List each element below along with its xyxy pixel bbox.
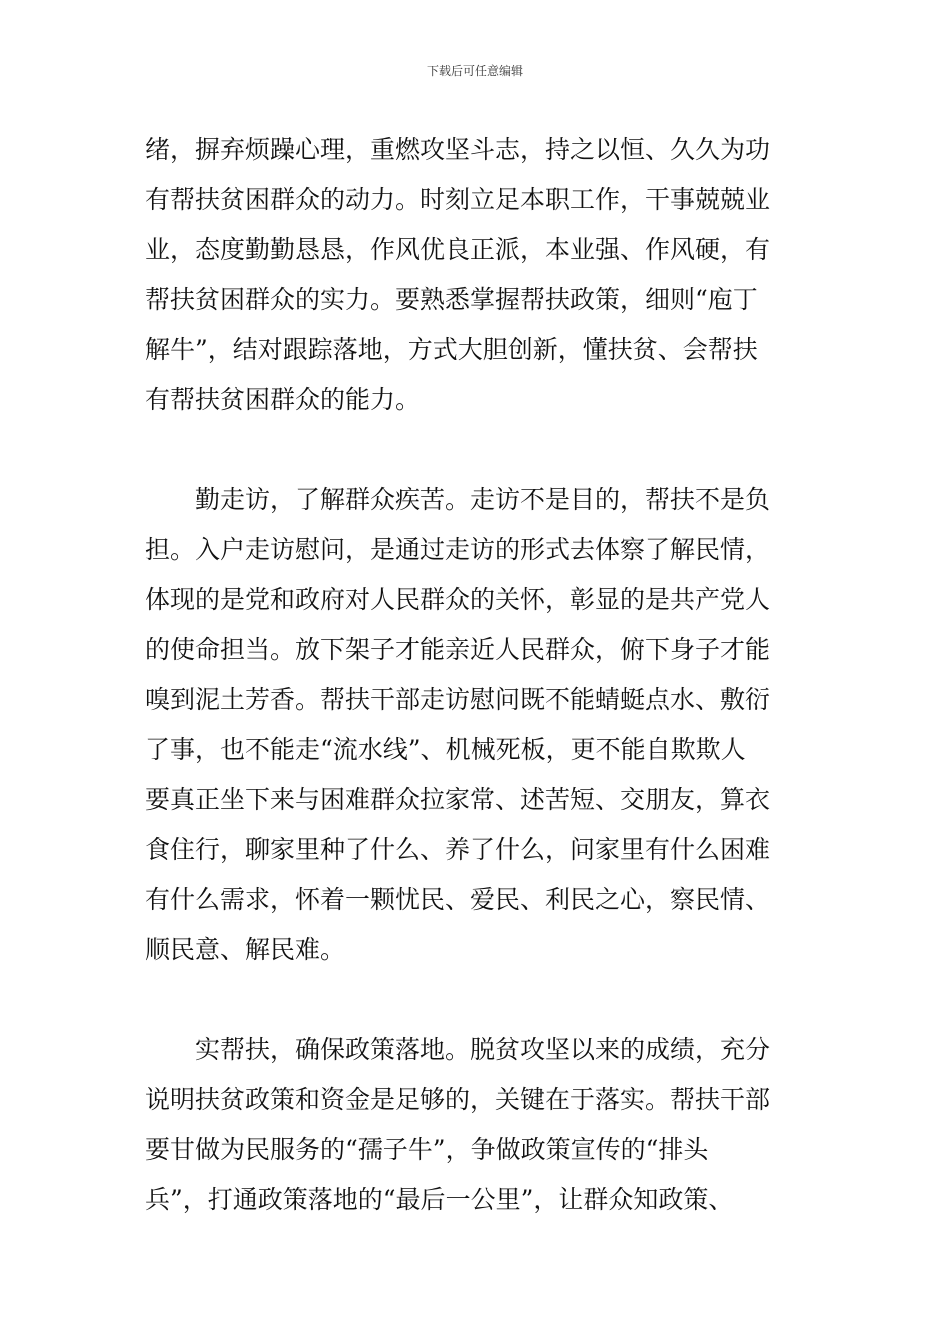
text-line: 说明扶贫政策和资金是足够的，关键在于落实。帮扶干部 [145, 1085, 771, 1114]
text-line: 解牛”，结对跟踪落地，方式大胆创新，懂扶贫、会帮扶 [145, 335, 758, 364]
text-line: 兵”，打通政策落地的“最后一公里”，让群众知政策、 [145, 1185, 734, 1214]
text-line: 勤走访，了解群众疾苦。走访不是目的，帮扶不是负 [195, 485, 771, 514]
text-line: 有帮扶贫困群众的动力。时刻立足本职工作，干事兢兢业 [145, 185, 771, 214]
paragraph-1 [145, 125, 810, 425]
text-line: 嗅到泥土芳香。帮扶干部走访慰问既不能蜻蜓点水、敷衍 [145, 685, 771, 714]
text-line: 有什么需求，怀着一颗忧民、爱民、利民之心，察民情、 [145, 885, 771, 914]
paragraph-3 [145, 1025, 810, 1225]
paragraph-2 [145, 475, 810, 975]
text-line: 帮扶贫困群众的实力。要熟悉掌握帮扶政策，细则“庖丁 [145, 285, 758, 314]
document-body [145, 125, 810, 1225]
text-line: 担。入户走访慰问，是通过走访的形式去体察了解民情， [145, 535, 771, 564]
paragraph-gap [145, 975, 810, 1025]
page-header: 下载后可任意编辑 [426, 64, 523, 78]
text-line: 要真正坐下来与困难群众拉家常、述苦短、交朋友，算衣 [145, 785, 771, 814]
text-line: 的使命担当。放下架子才能亲近人民群众，俯下身子才能 [145, 635, 771, 664]
text-line: 有帮扶贫困群众的能力。 [145, 385, 421, 414]
text-line: 了事，也不能走“流水线”、机械死板，更不能自欺欺人 [145, 735, 746, 764]
text-line: 要甘做为民服务的“孺子牛”，争做政策宣传的“排头 [145, 1135, 709, 1164]
text-line: 实帮扶，确保政策落地。脱贫攻坚以来的成绩，充分 [195, 1035, 771, 1064]
text-line: 体现的是党和政府对人民群众的关怀，彰显的是共产党人 [145, 585, 771, 614]
text-line: 顺民意、解民难。 [145, 935, 346, 964]
paragraph-gap [145, 425, 810, 475]
text-line: 食住行，聊家里种了什么、养了什么，问家里有什么困难 [145, 835, 771, 864]
text-line: 业，态度勤勤恳恳，作风优良正派，本业强、作风硬，有 [145, 235, 771, 264]
text-line: 绪，摒弃烦躁心理，重燃攻坚斗志，持之以恒、久久为功 [145, 135, 771, 164]
